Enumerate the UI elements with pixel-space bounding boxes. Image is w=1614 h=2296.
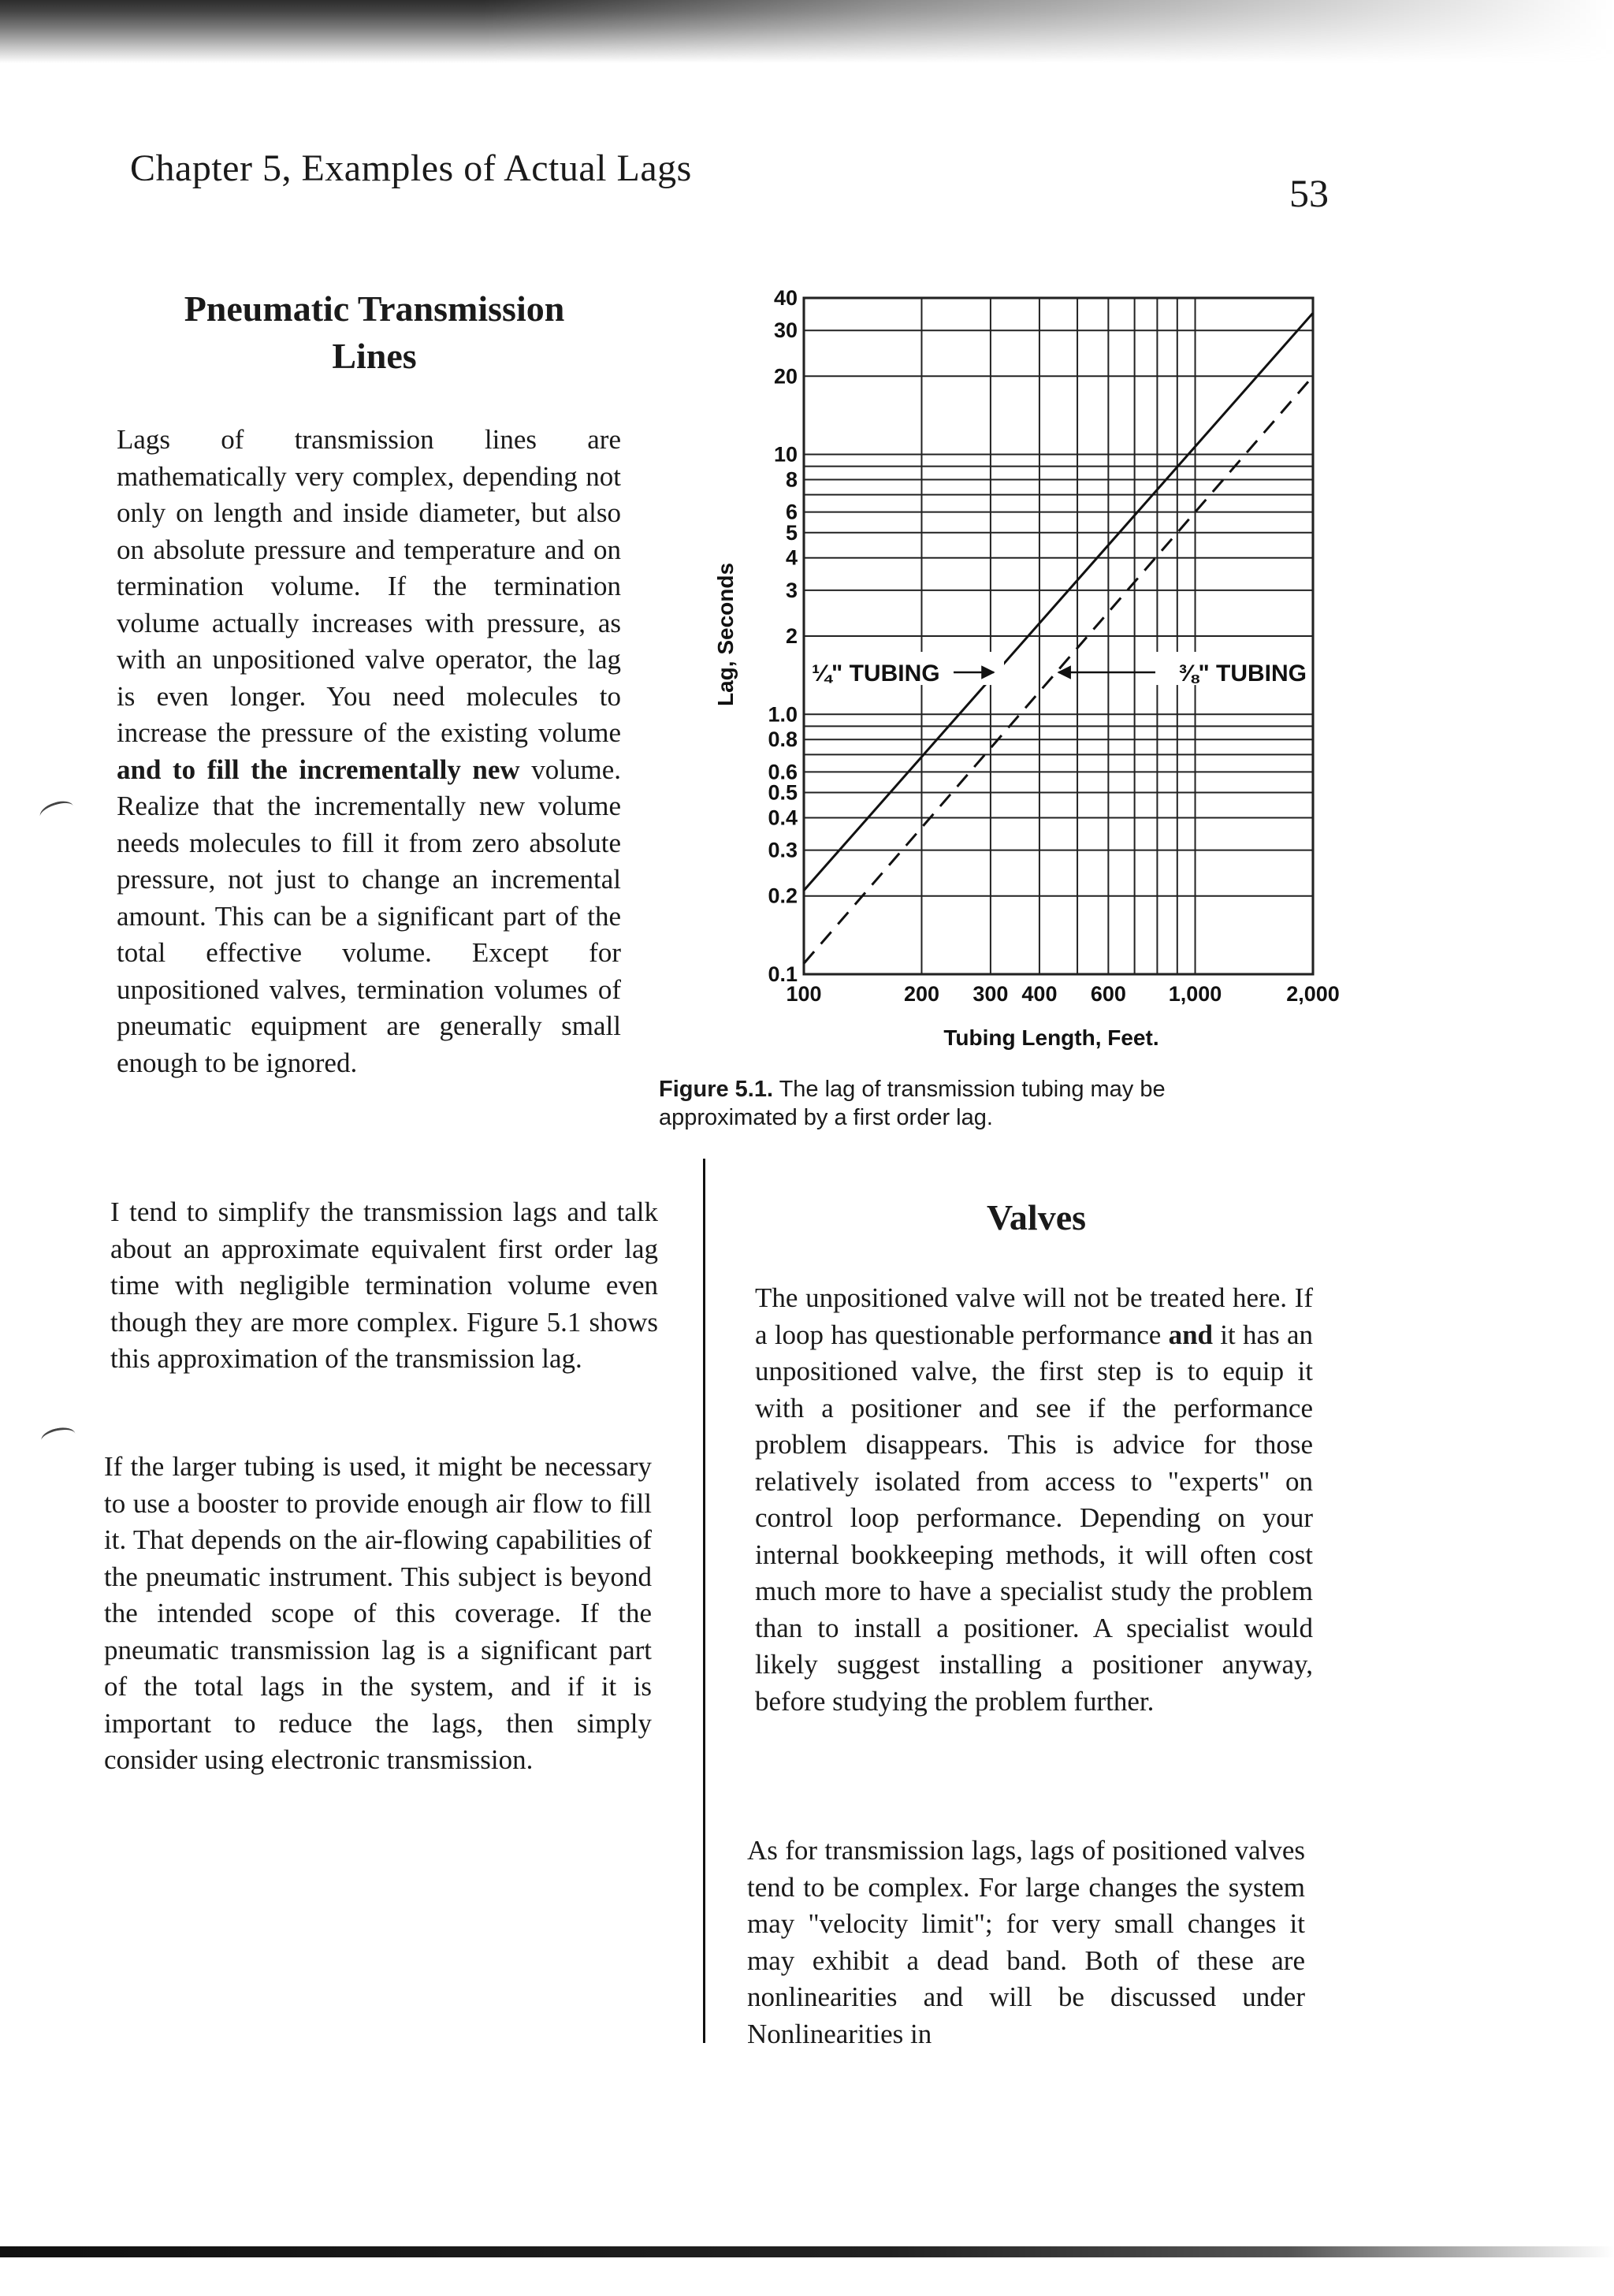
- scan-shadow-bottom: [0, 2246, 1614, 2257]
- y-tick-label: 0.4: [768, 806, 798, 830]
- x-tick-label: 300: [972, 982, 1009, 1006]
- paragraph-text: Lags of transmission lines are mathematically very complex, depending not only on length and inside diameter, but also on absolute pressure and temperature and on termination volume. If the termination volume actually increases with pressure, as with an unpositioned valve operator, the lag is even longer. You need molecules to increase the pressure of the existing volume: [117, 424, 621, 748]
- page-number: 53: [1289, 171, 1329, 215]
- paragraph-bold-text: and: [1168, 1319, 1214, 1350]
- series-line-quarter-inch-tubing: [804, 313, 1313, 891]
- y-tick-label: 0.8: [768, 728, 798, 752]
- chart-annotations: [809, 652, 1308, 687]
- y-tick-label: 10: [773, 442, 798, 467]
- figure-caption-text: The lag of transmission tubing may be approximated by a first order lag.: [659, 1077, 1166, 1130]
- chapter-title: Chapter 5, Examples of Actual Lags: [130, 147, 692, 189]
- x-tick-label: 2,000: [1286, 982, 1340, 1006]
- paragraph-simplify: I tend to simplify the transmission lags and talk about an approximate equivalent first order lag time with negligible termination volume even though they are more complex. Figure 5.1 shows this approximation of the transmission lag.: [110, 1196, 658, 1374]
- heading-line-2: Lines: [332, 336, 417, 376]
- x-tick-label: 200: [903, 982, 940, 1006]
- x-tick-label: 1,000: [1168, 982, 1222, 1006]
- y-tick-label: 30: [773, 318, 798, 343]
- y-tick-label: 3: [785, 578, 798, 602]
- annotation-quarter-inch-tubing: ¼" TUBING: [812, 661, 940, 687]
- y-tick-label: 8: [785, 467, 798, 492]
- y-tick-label: 0.6: [768, 760, 798, 784]
- y-tick-label: 0.2: [768, 884, 798, 908]
- chart-y-axis-label: Lag, Seconds: [713, 562, 738, 707]
- chart-series-group: [804, 313, 1313, 963]
- paragraph-positioned-valve-lags: As for transmission lags, lags of positioned valves tend to be complex. For large changes the system may "velocity limit"; for very small changes it may exhibit a dead band. Both of these are nonlinearities and will be discussed under Nonlinearities in: [747, 1835, 1305, 2049]
- y-tick-label: 6: [785, 500, 798, 524]
- y-tick-label: 0.1: [768, 962, 798, 986]
- chart-x-axis-label: Tubing Length, Feet.: [943, 1025, 1159, 1050]
- paragraph-bold-text: and to fill the incrementally new: [117, 754, 520, 785]
- x-tick-label: 600: [1090, 982, 1126, 1006]
- section-heading-valves: Valves: [986, 1197, 1087, 1237]
- y-tick-label: 2: [785, 624, 798, 648]
- annotation-three-eighths-inch-tubing: ⅜" TUBING: [1178, 661, 1307, 687]
- chart-tick-labels: [768, 286, 1339, 1006]
- y-tick-label: 0.5: [768, 780, 798, 805]
- x-tick-label: 400: [1021, 982, 1058, 1006]
- y-tick-label: 0.3: [768, 838, 798, 862]
- paragraph-text: it has an unpositioned valve, the first step is to equip it with a positioner and see if the performance problem disappears. This is advice for those relatively isolated from access to "experts" on control loop performance. Depending on your internal bookkeeping methods, it will often cost much more to have a specialist study the problem than to install a positioner. A specialist would likely suggest installing a positioner anyway, before studying the problem further.: [755, 1319, 1314, 1717]
- paragraph-text: volume. Realize that the incrementally new volume needs molecules to fill it from zero absolute pressure, not just to change an incremental amount. This can be a significant part of the total effective volume. Except for unpositioned valves, termination volumes of pneumatic equipment are generally small enough to be ignored.: [117, 754, 622, 1078]
- heading-line-1: Pneumatic Transmission: [184, 288, 565, 329]
- y-tick-label: 5: [785, 520, 798, 545]
- y-tick-label: 40: [773, 286, 798, 310]
- y-tick-label: 1.0: [768, 702, 798, 727]
- figure-label: Figure 5.1.: [659, 1077, 774, 1102]
- paragraph-larger-tubing: If the larger tubing is used, it might be necessary to use a booster to provide enough air flow to fill it. That depends on the air-flowing capabilities of the pneumatic instrument. This subject is beyond the intended scope of this coverage. If the pneumatic transmission lag is a significant part of the total lags in the system, and if it is important to reduce the lags, then simply consider using electronic transmission.: [104, 1451, 652, 1775]
- y-tick-label: 4: [785, 545, 798, 570]
- x-tick-label: 100: [786, 982, 822, 1006]
- paragraph-text: The unpositioned valve will not be treated here. If a loop has questionable performance: [755, 1282, 1313, 1350]
- y-tick-label: 20: [773, 364, 798, 389]
